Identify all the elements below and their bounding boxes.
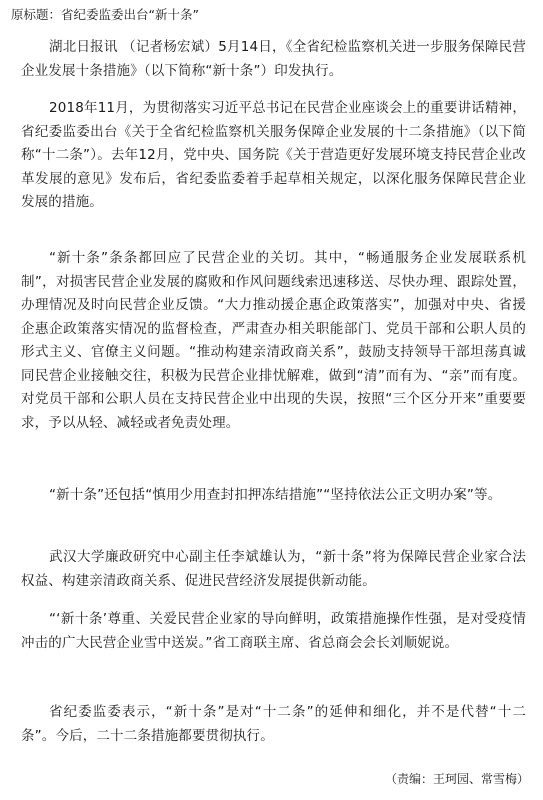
original-title: 原标题：省纪委监委出台“新十条” [11,7,199,22]
editor-credit: （责编：王珂园、常雪梅） [384,772,529,786]
paragraph-measures: “新十条”条条都回应了民营企业的关切。其中，“畅通服务企业发展联系机制”，对损害民营企业发展的腐败和作风问题线索迅速移送、尽快办理、跟踪处置，办理情况及时向民营企业反馈。“大力推动援企惠企政策落实”，加强对中央、省援企惠企政策落实情况的监督检查，严肃查办相关职能部门、党员干部和公职人员的形式主义、官僚主义问题。“推动构建亲清政商关系”，鼓励支持领导干部坦荡真诚同民营企业接触交往，积极为民营企业排忧解难，做到“清”而有为、“亲”而有度。对党员干部和公职人员在支持民营企业中出现的失误，按照“三个区分开来”重要要求，予以从轻、减轻或者免责处理。 [21,250,526,431]
paragraph-conclusion: 省纪委监委表示，“新十条”是对“十二条”的延伸和细化，并不是代替“十二条”。今后，二十二条措施都要贯彻执行。 [21,704,526,744]
paragraph-additional-measures: “新十条”还包括“慎用少用查封扣押冻结措施”“坚持依法公正文明办案”等。 [49,487,502,503]
paragraph-background: 2018年11月，为贯彻落实习近平总书记在民营企业座谈会上的重要讲话精神，省纪委监委出台《关于全省纪检监察机关服务保障企业发展的十二条措施》（以下简称“十二条”）。去年12月，党中央、国务院《关于营造更好发展环境支持民营企业改革发展的意见》发布后，省纪委监委着手起草相关规定，以深化服务保障民营企业发展的措施。 [21,100,526,210]
paragraph-business-comment: “‘新十条’尊重、关爱民营企业家的导向鲜明，政策措施操作性强，是对受疫情冲击的广大民营企业雪中送炭。”省工商联主席、省总商会会长刘顺妮说。 [21,611,526,651]
paragraph-lead: 湖北日报讯 （记者杨宏斌）5月14日，《全省纪检监察机关进一步服务保障民营企业发展十条措施》（以下简称“新十条”）印发执行。 [21,39,526,79]
paragraph-expert-comment: 武汉大学廉政研究中心副主任李斌雄认为，“新十条”将为保障民营企业家合法权益、构建亲清政商关系、促进民营经济发展提供新动能。 [21,549,526,589]
